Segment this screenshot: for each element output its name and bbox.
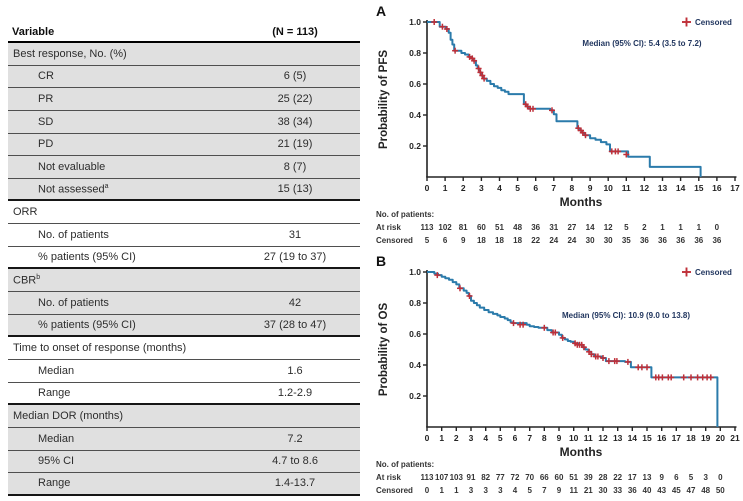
row-label: PD (38, 138, 54, 151)
row-label: ORR (13, 206, 38, 219)
svg-text:16: 16 (712, 183, 722, 193)
svg-text:21: 21 (730, 433, 740, 443)
svg-text:19: 19 (700, 433, 711, 443)
row-label: Time to onset of response (months) (13, 342, 187, 355)
at-risk-value: 36 (639, 236, 649, 245)
at-risk-value: 1 (660, 223, 665, 232)
at-risk-value: 48 (701, 486, 711, 495)
at-risk-value: 39 (583, 473, 593, 482)
row-value: 7.2 (287, 432, 303, 445)
row-value: 31 (288, 228, 302, 241)
y-axis-label: Probability of OS (378, 302, 390, 397)
table-row (8, 66, 360, 89)
at-risk-table (376, 460, 725, 495)
row-value: 25 (22) (277, 93, 313, 106)
legend (682, 18, 732, 28)
at-risk-value: 0 (714, 223, 720, 232)
svg-text:2: 2 (453, 433, 459, 443)
at-risk-value: 4 (512, 486, 518, 495)
svg-text:7: 7 (527, 433, 533, 443)
svg-text:8: 8 (569, 183, 575, 193)
x-axis-label: Months (559, 445, 603, 459)
at-risk-value: 2 (642, 223, 647, 232)
svg-text:5: 5 (497, 433, 503, 443)
svg-text:0.8: 0.8 (409, 48, 421, 58)
at-risk-value: 82 (481, 473, 491, 482)
svg-text:1: 1 (439, 433, 445, 443)
at-risk-value: 72 (510, 473, 520, 482)
at-risk-value: 113 (420, 223, 434, 232)
at-risk-value: 45 (671, 486, 681, 495)
at-risk-value: 48 (513, 223, 523, 232)
censored-plus-icon (682, 268, 691, 277)
at-risk-value: 22 (613, 473, 623, 482)
svg-text:2: 2 (460, 183, 466, 193)
svg-text:9: 9 (587, 183, 593, 193)
legend-label: Censored (695, 268, 732, 277)
at-risk-value: 11 (569, 486, 578, 495)
svg-text:14: 14 (675, 183, 686, 193)
row-value: 6 (5) (283, 70, 307, 83)
svg-text:15: 15 (694, 183, 704, 193)
at-risk-value: 1 (439, 486, 444, 495)
at-risk-value: 9 (460, 236, 466, 245)
at-risk-value: 60 (476, 223, 486, 232)
svg-text:12: 12 (639, 183, 650, 193)
svg-text:0.2: 0.2 (409, 141, 421, 151)
table-row (8, 473, 360, 496)
svg-text:0.8: 0.8 (409, 298, 421, 308)
table-row (8, 88, 360, 111)
table-row (8, 156, 360, 179)
svg-text:6: 6 (512, 433, 518, 443)
at-risk-value: 24 (549, 236, 559, 245)
row-label: PR (38, 93, 54, 106)
at-risk-row-label: At risk (376, 473, 401, 482)
at-risk-value: 36 (676, 236, 686, 245)
y-ticks (409, 17, 427, 151)
at-risk-value: 3 (483, 486, 488, 495)
at-risk-value: 18 (476, 236, 486, 245)
table-row (8, 134, 360, 157)
svg-text:0.6: 0.6 (409, 79, 421, 89)
table-row (8, 405, 360, 428)
row-label: Range (38, 477, 71, 490)
svg-text:6: 6 (533, 183, 539, 193)
row-value: 8 (7) (283, 161, 307, 174)
at-risk-value: 3 (703, 473, 708, 482)
at-risk-value: 30 (598, 486, 608, 495)
at-risk-value: 1 (678, 223, 683, 232)
row-label: % patients (95% CI) (38, 251, 136, 264)
at-risk-value: 36 (531, 223, 541, 232)
row-value: 27 (19 to 37) (263, 251, 327, 264)
at-risk-value: 77 (495, 473, 505, 482)
row-label: Median (38, 432, 75, 445)
at-risk-value: 91 (466, 473, 476, 482)
at-risk-value: 33 (613, 486, 623, 495)
at-risk-value: 36 (712, 236, 722, 245)
x-ticks (425, 427, 740, 443)
at-risk-value: 6 (442, 236, 448, 245)
table-row (8, 337, 360, 360)
row-label: No. of patients (38, 296, 109, 309)
table-row (8, 43, 360, 66)
response-table (8, 20, 360, 496)
axes (426, 270, 736, 427)
at-risk-value: 1 (696, 223, 702, 232)
panel-letter: A (376, 3, 387, 19)
table-row (8, 111, 360, 134)
row-label: Not assessed$^a$ (38, 182, 109, 196)
at-risk-value: 113 (420, 473, 434, 482)
legend-label: Censored (695, 18, 732, 27)
at-risk-title: No. of patients: (376, 210, 435, 219)
at-risk-value: 22 (531, 236, 541, 245)
row-label: SD (38, 115, 54, 128)
svg-text:4: 4 (483, 433, 489, 443)
svg-text:8: 8 (541, 433, 547, 443)
at-risk-value: 0 (424, 486, 430, 495)
at-risk-value: 107 (435, 473, 449, 482)
at-risk-value: 40 (642, 486, 652, 495)
at-risk-value: 9 (659, 473, 664, 482)
at-risk-value: 12 (603, 223, 613, 232)
median-annotation: Median (95% CI): 5.4 (3.5 to 7.2) (582, 39, 702, 48)
svg-text:11: 11 (583, 433, 593, 443)
at-risk-value: 13 (642, 473, 652, 482)
row-value: 21 (19) (277, 138, 313, 151)
table-row (8, 360, 360, 383)
at-risk-value: 1 (454, 486, 459, 495)
svg-text:12: 12 (598, 433, 608, 443)
row-label: Range (38, 386, 71, 399)
row-label: Not evaluable (38, 161, 106, 174)
at-risk-value: 36 (658, 236, 667, 245)
os-chart-panel (370, 250, 743, 500)
at-risk-value: 5 (424, 236, 430, 245)
at-risk-value: 102 (438, 223, 452, 232)
svg-text:1.0: 1.0 (409, 17, 421, 27)
at-risk-value: 81 (458, 223, 468, 232)
row-label: Median DOR (months) (13, 410, 124, 423)
at-risk-value: 35 (621, 236, 631, 245)
at-risk-value: 36 (694, 236, 704, 245)
row-value: 38 (34) (277, 115, 313, 128)
at-risk-value: 27 (567, 223, 577, 232)
at-risk-value: 3 (468, 486, 474, 495)
row-label: Best response, No. (%) (13, 47, 127, 60)
row-value: 4.7 to 8.6 (272, 455, 318, 468)
at-risk-value: 9 (556, 486, 562, 495)
at-risk-value: 6 (674, 473, 679, 482)
table-header-n: (N = 113) (272, 26, 318, 38)
table-row (8, 383, 360, 406)
table-row (8, 224, 360, 247)
at-risk-title: No. of patients: (376, 460, 435, 469)
svg-text:11: 11 (621, 183, 631, 193)
legend (682, 268, 732, 278)
at-risk-value: 5 (527, 486, 532, 495)
censor-marks (434, 272, 714, 380)
svg-text:10: 10 (568, 433, 579, 443)
at-risk-value: 18 (513, 236, 523, 245)
table-row (8, 451, 360, 474)
table-row (8, 428, 360, 451)
table-row (8, 247, 360, 270)
svg-text:10: 10 (603, 183, 613, 193)
row-label: % patients (95% CI) (38, 319, 136, 331)
x-axis-label: Months (559, 195, 603, 209)
row-label: No. of patients (38, 228, 109, 241)
svg-text:3: 3 (468, 433, 474, 443)
row-value: 1.6 (287, 364, 303, 377)
at-risk-value: 60 (554, 473, 564, 482)
at-risk-value: 14 (585, 223, 595, 232)
row-label: Median (38, 364, 75, 377)
table-row (8, 179, 360, 202)
at-risk-value: 30 (585, 236, 595, 245)
at-risk-value: 66 (539, 473, 549, 482)
svg-text:20: 20 (715, 433, 726, 443)
table-body (8, 43, 360, 496)
at-risk-row-label: Censored (376, 486, 413, 495)
at-risk-value: 70 (525, 473, 535, 482)
svg-text:13: 13 (657, 183, 668, 193)
svg-text:3: 3 (479, 183, 484, 193)
svg-text:0.2: 0.2 (409, 391, 421, 401)
table-header-row (8, 20, 360, 43)
row-value: 37 (28 to 47) (263, 319, 327, 331)
table-row (8, 315, 360, 338)
row-value: 1.2-2.9 (277, 386, 313, 399)
row-label: 95% CI (38, 455, 75, 468)
at-risk-value: 103 (449, 473, 463, 482)
at-risk-value: 28 (598, 473, 608, 482)
at-risk-value: 7 (542, 486, 547, 495)
panel-letter: B (376, 253, 387, 269)
at-risk-value: 30 (603, 236, 613, 245)
svg-text:0: 0 (424, 433, 430, 443)
at-risk-value: 24 (567, 236, 577, 245)
svg-text:13: 13 (612, 433, 623, 443)
svg-text:17: 17 (730, 183, 740, 193)
censored-plus-icon (682, 18, 691, 27)
y-ticks (409, 267, 427, 401)
svg-text:5: 5 (515, 183, 520, 193)
table-row (8, 201, 360, 224)
at-risk-value: 51 (495, 223, 504, 232)
svg-text:0.4: 0.4 (409, 360, 421, 370)
svg-text:15: 15 (642, 433, 652, 443)
svg-text:14: 14 (627, 433, 638, 443)
svg-text:17: 17 (671, 433, 682, 443)
svg-text:16: 16 (656, 433, 667, 443)
pfs-chart-panel (370, 0, 743, 250)
at-risk-value: 5 (688, 473, 694, 482)
y-axis-label: Probability of PFS (378, 49, 390, 150)
row-value: 1.4-13.7 (274, 477, 316, 490)
svg-text:4: 4 (497, 183, 502, 193)
svg-text:1.0: 1.0 (409, 267, 421, 277)
at-risk-value: 47 (686, 486, 696, 495)
at-risk-value: 17 (627, 473, 637, 482)
at-risk-value: 21 (583, 486, 593, 495)
at-risk-value: 36 (627, 486, 637, 495)
at-risk-value: 43 (657, 486, 667, 495)
at-risk-value: 5 (624, 223, 629, 232)
at-risk-table (376, 210, 722, 245)
svg-text:7: 7 (551, 183, 557, 193)
at-risk-value: 0 (718, 473, 723, 482)
at-risk-row-label: Censored (376, 236, 413, 245)
at-risk-value: 51 (569, 473, 579, 482)
row-value: 15 (13) (277, 183, 313, 196)
at-risk-row-label: At risk (376, 223, 401, 232)
x-ticks (425, 177, 740, 193)
svg-text:1: 1 (442, 183, 448, 193)
svg-text:9: 9 (556, 433, 562, 443)
table-row (8, 269, 360, 292)
table-row (8, 292, 360, 315)
at-risk-value: 50 (715, 486, 725, 495)
svg-text:0.6: 0.6 (409, 329, 421, 339)
svg-text:0.4: 0.4 (409, 110, 421, 120)
svg-text:0: 0 (424, 183, 430, 193)
svg-text:18: 18 (686, 433, 696, 443)
row-label: CR (38, 70, 54, 83)
table-header-variable: Variable (12, 26, 55, 38)
median-annotation: Median (95% CI): 10.9 (9.0 to 13.8) (561, 311, 691, 320)
at-risk-value: 3 (498, 486, 503, 495)
at-risk-value: 31 (549, 223, 559, 232)
row-value: 42 (288, 296, 302, 309)
row-label: CBR$^b$ (13, 273, 41, 287)
at-risk-value: 18 (495, 236, 504, 245)
